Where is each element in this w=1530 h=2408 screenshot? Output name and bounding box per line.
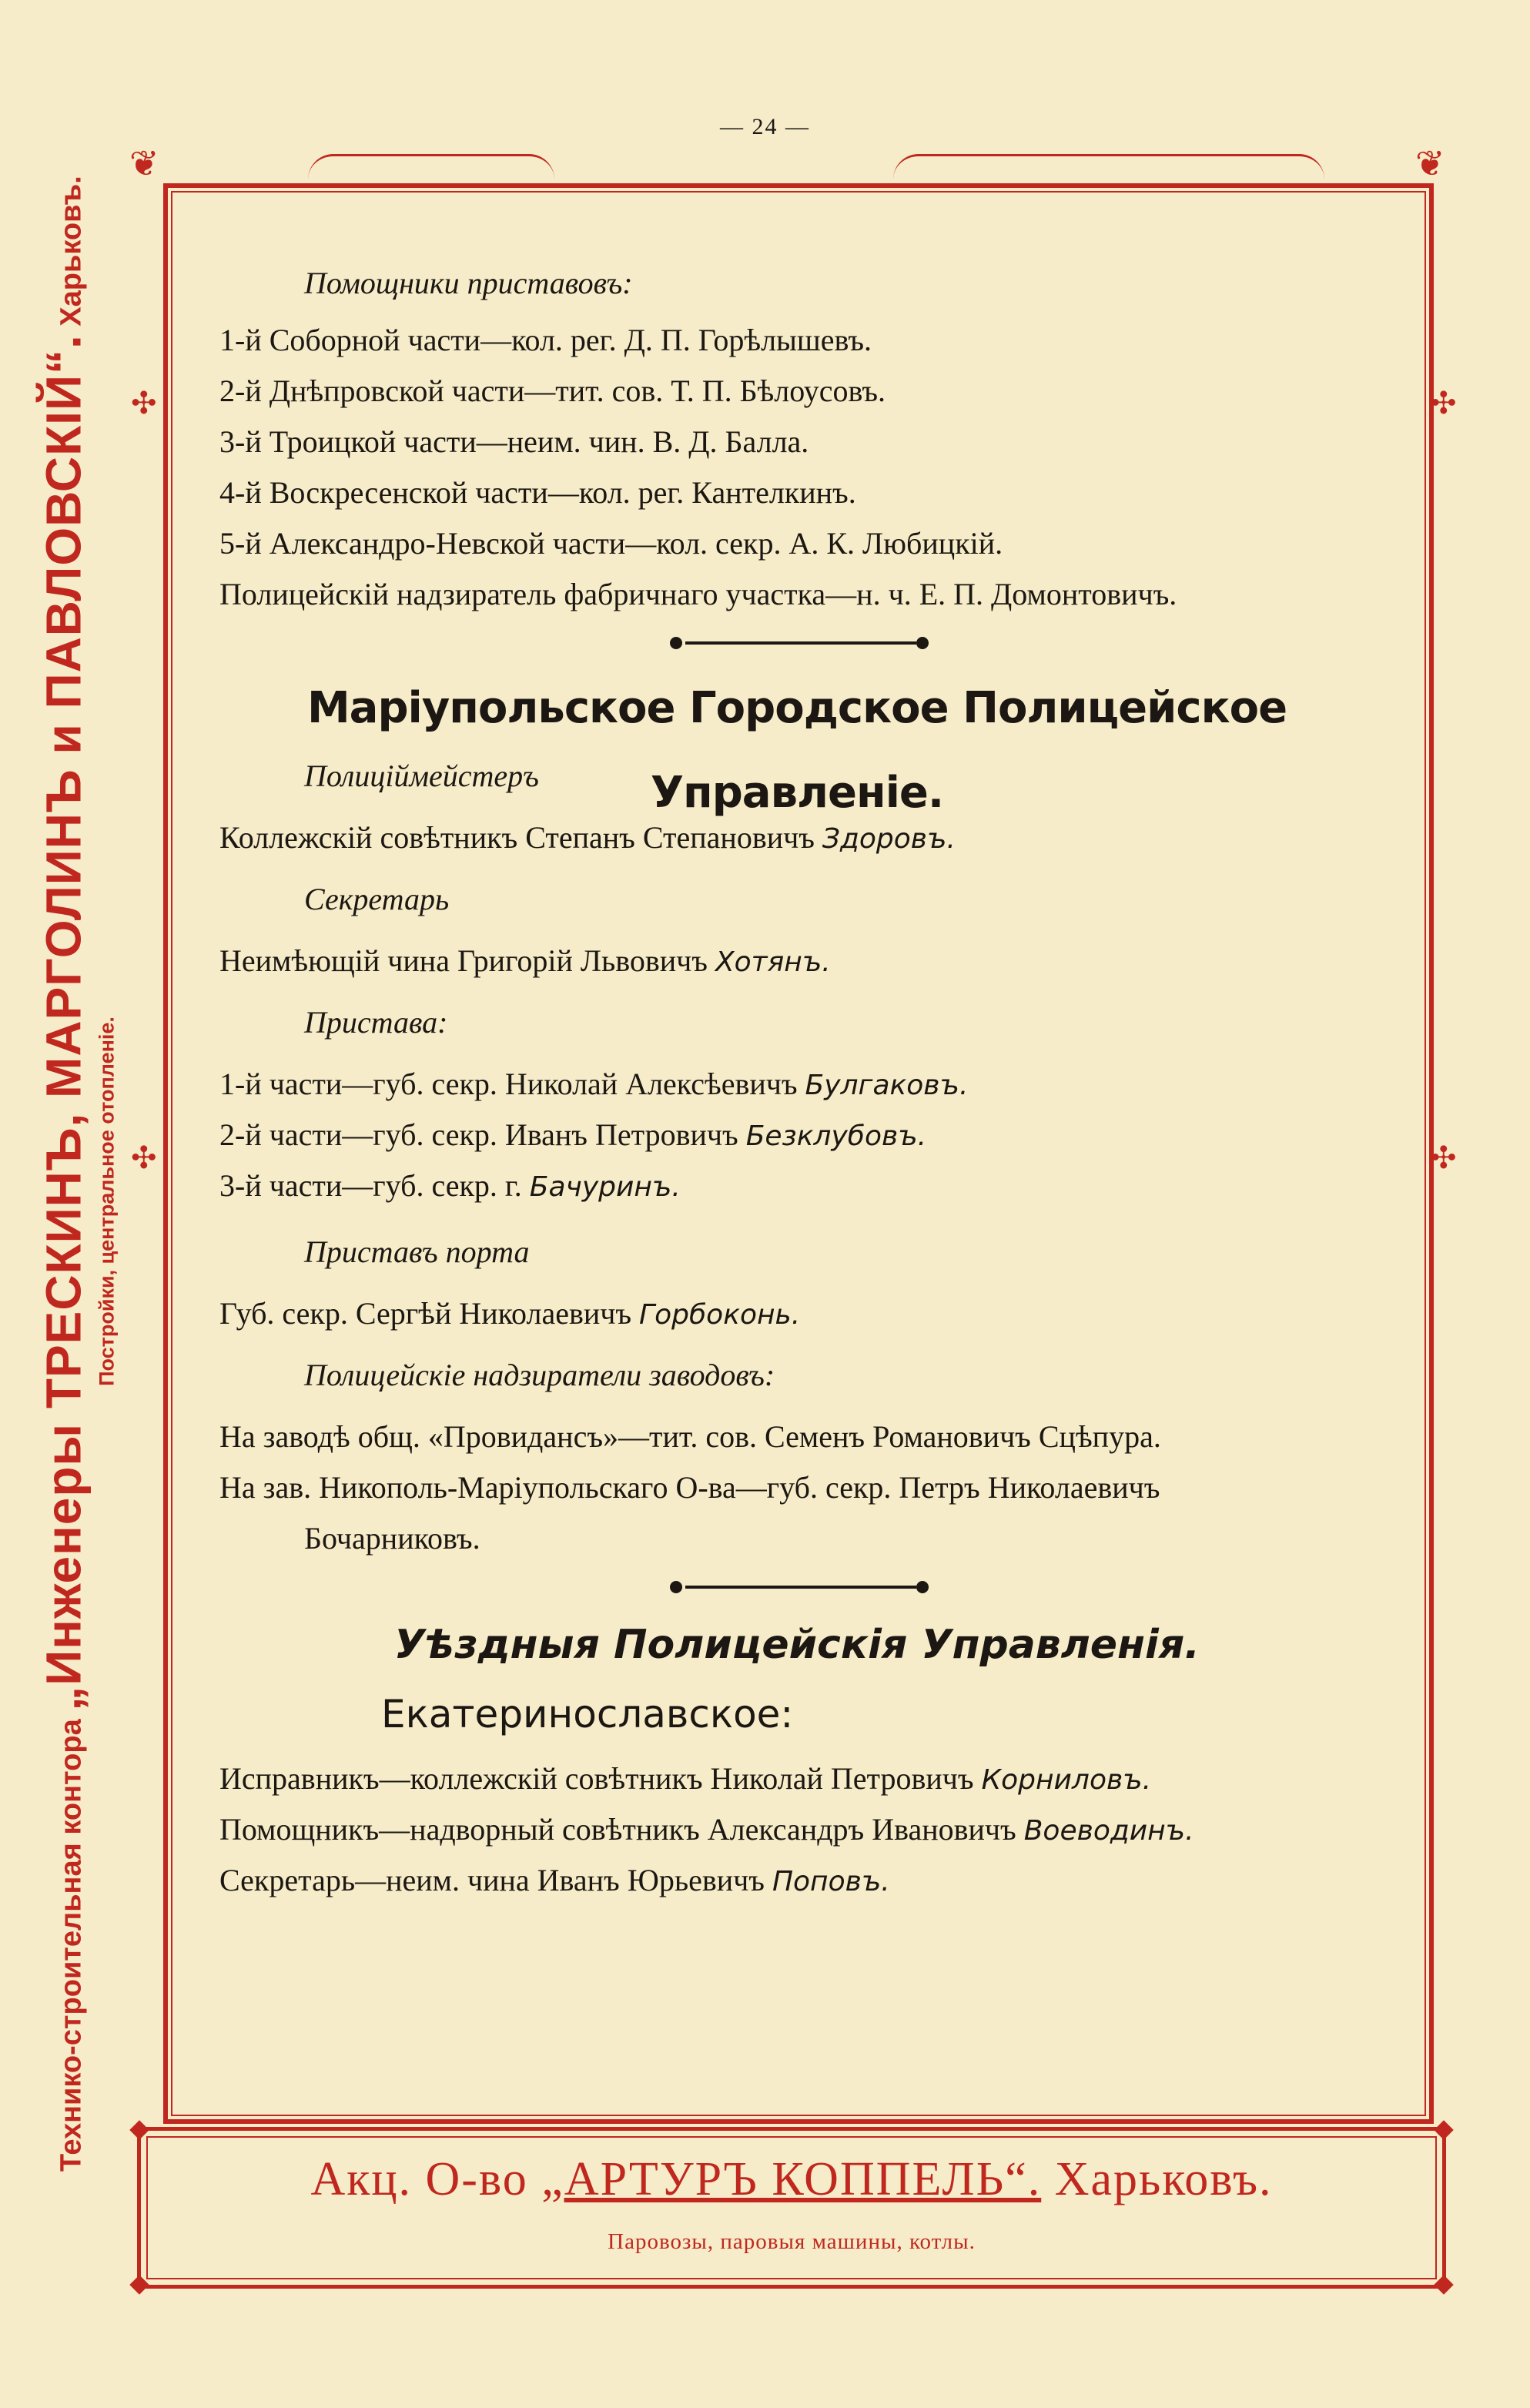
- bailiff-name: Бачуринъ.: [529, 1171, 681, 1203]
- bailiff-name: Булгаковъ.: [805, 1070, 969, 1101]
- top-swirl-ornament: [893, 154, 1324, 179]
- list-item: Бочарниковъ.: [304, 1521, 480, 1556]
- side-ornament-icon: ✣: [131, 1140, 157, 1175]
- ad-city: Харьковъ.: [1054, 2153, 1273, 2205]
- list-item: [219, 1160, 1374, 1211]
- corner-ornament-icon: ❦: [1415, 144, 1445, 183]
- corner-ornament-icon: ❦: [129, 144, 159, 183]
- list-item: 1-й Соборной части—кол. рег. Д. П. Горѣлышевъ.: [219, 323, 872, 357]
- page-number: — 24 —: [720, 114, 810, 139]
- side-ornament-icon: ✣: [1431, 1140, 1457, 1175]
- list-item: [219, 1059, 1374, 1110]
- side-ornament-icon: ✣: [1431, 386, 1457, 420]
- ad-products: Паровозы, паровыя машины, котлы.: [608, 2229, 976, 2254]
- list-item: Полицейскій надзиратель фабричнаго участка—н. ч. Е. П. Домонтовичъ.: [219, 577, 1177, 611]
- sidebar-prefix: Технико-строительная контора: [55, 1719, 88, 2172]
- ad-company: „АРТУРЪ КОППЕЛЬ“.: [541, 2153, 1042, 2205]
- secretary-text: Неимѣющій чина Григорій Львовичъ: [219, 943, 708, 978]
- official-name: Поповъ.: [772, 1866, 890, 1897]
- police-chief-text: Коллежскій совѣтникъ Степанъ Степановичъ: [219, 820, 815, 855]
- sidebar-services: Постройки, центральное отопленіе.: [95, 1016, 119, 1386]
- list-item: 4-й Воскресенской части—кол. рег. Кантелкинъ.: [219, 475, 856, 510]
- top-swirl-ornament: [308, 154, 554, 179]
- list-item: 5-й Александро-Невской части—кол. секр. А. К. Любицкій.: [219, 526, 1003, 561]
- list-item: 2-й Днѣпровской части—тит. сов. Т. П. Бѣлоусовъ.: [219, 373, 886, 408]
- section-divider: [219, 1564, 1374, 1610]
- ad-prefix: Акц. О-во: [310, 2153, 528, 2205]
- mariupol-title: Маріупольское Городское Полицейское Управленіе.: [306, 683, 1287, 818]
- sidebar-advertisement: [0, 176, 154, 2172]
- district-subtitle: Екатеринославское:: [381, 1692, 794, 1737]
- sidebar-city: Харьковъ.: [55, 176, 88, 327]
- assistants-heading: Помощники приставовъ:: [304, 266, 633, 300]
- official-text: Помощникъ—надворный совѣтникъ Александръ Ивановичъ: [219, 1812, 1016, 1847]
- list-item: [219, 1753, 1374, 1804]
- ad-headline: [137, 2152, 1446, 2207]
- list-item: [219, 1110, 1374, 1160]
- sidebar-firm: „Инженеры ТРЕСКИНЪ, МАРГОЛИНЪ и ПАВЛОВСКІЙ“.: [35, 334, 92, 1711]
- port-heading: Приставъ порта: [304, 1234, 530, 1269]
- police-chief-name: Здоровъ.: [822, 823, 956, 855]
- secretary-name: Хотянъ.: [715, 946, 831, 978]
- bailiffs-heading: Пристава:: [304, 1005, 448, 1040]
- secretary-heading: Секретарь: [304, 882, 450, 916]
- list-item: [219, 1855, 1374, 1906]
- port-line: [219, 1288, 1374, 1339]
- list-item: [219, 1804, 1374, 1855]
- list-item: На зав. Никополь-Маріупольскаго О-ва—губ. секр. Петръ Николаевичъ: [219, 1470, 1160, 1505]
- district-title: Уѣздныя Полицейскія Управленія.: [394, 1622, 1200, 1668]
- side-ornament-icon: ✣: [131, 386, 157, 420]
- port-name: Горбоконь.: [639, 1299, 801, 1331]
- list-item: 3-й Троицкой части—неим. чин. В. Д. Балла.: [219, 424, 809, 459]
- official-text: Секретарь—неим. чина Иванъ Юрьевичъ: [219, 1863, 765, 1897]
- bailiff-name: Безклубовъ.: [745, 1120, 927, 1152]
- port-text: Губ. секр. Сергѣй Николаевичъ: [219, 1296, 632, 1331]
- bailiff-text: 3-й части—губ. секр. г.: [219, 1168, 522, 1203]
- bailiff-text: 2-й части—губ. секр. Иванъ Петровичъ: [219, 1117, 738, 1152]
- official-text: Исправникъ—коллежскій совѣтникъ Николай Петровичъ: [219, 1761, 974, 1796]
- page-content: [219, 258, 1374, 1906]
- police-chief-heading: Полиціймейстеръ: [304, 759, 539, 793]
- section-divider: [219, 620, 1374, 666]
- list-item: На заводѣ общ. «Провидансъ»—тит. сов. Семенъ Романовичъ Сцѣпура.: [219, 1419, 1161, 1454]
- official-name: Корниловъ.: [981, 1764, 1152, 1796]
- police-chief-line: [219, 812, 1374, 863]
- official-name: Воеводинъ.: [1023, 1815, 1194, 1847]
- plants-heading: Полицейскіе надзиратели заводовъ:: [304, 1358, 775, 1392]
- bailiff-text: 1-й части—губ. секр. Николай Алексѣевичъ: [219, 1067, 798, 1101]
- secretary-line: [219, 936, 1374, 986]
